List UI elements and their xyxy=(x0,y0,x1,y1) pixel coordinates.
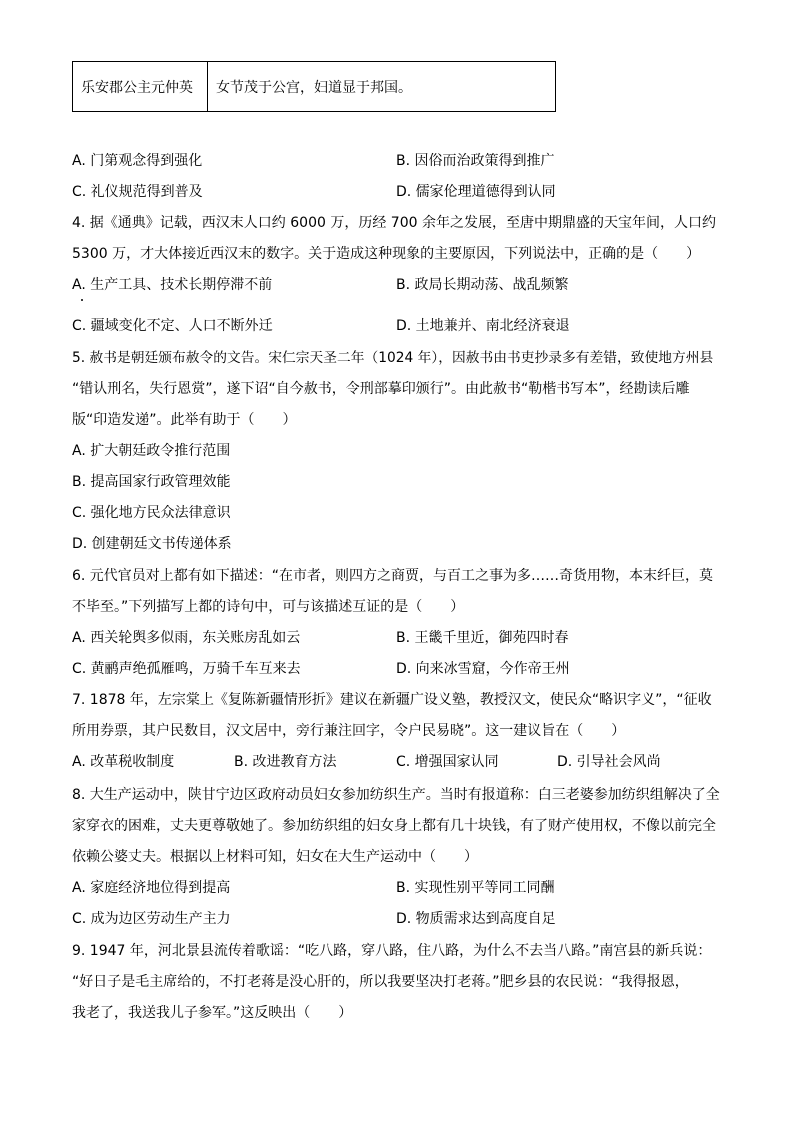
q8-option-d[interactable]: D. 物质需求达到高度自足 xyxy=(396,911,556,927)
source-table xyxy=(72,61,556,112)
q9-stem-line: 9. 1947 年，河北景县流传着歌谣：“吃八路，穿八路，住八路，为什么不去当八路。”南宫县的新兵说： xyxy=(72,943,712,959)
stray-dot-mark xyxy=(81,299,83,301)
q3-option-c[interactable]: C. 礼仪规范得到普及 xyxy=(72,184,203,200)
q8-option-a[interactable]: A. 家庭经济地位得到提高 xyxy=(72,880,231,896)
q8-option-b[interactable]: B. 实现性别平等同工同酬 xyxy=(396,880,555,896)
q3-option-b[interactable]: B. 因俗而治政策得到推广 xyxy=(396,153,555,169)
q6-option-c[interactable]: C. 黄鹂声绝孤雁鸣，万骑千车互来去 xyxy=(72,661,301,677)
q7-option-a[interactable]: A. 改革税收制度 xyxy=(72,754,175,770)
q7-stem-line: 所用券票，其户民数目，汉文居中，旁行兼注回字，令户民易晓”。这一建议旨在（ ） xyxy=(72,723,626,739)
q4-option-d[interactable]: D. 土地兼并、南北经济衰退 xyxy=(396,318,570,334)
q4-option-a[interactable]: A. 生产工具、技术长期停滞不前 xyxy=(72,277,273,293)
q6-stem-line: 6. 元代官员对上都有如下描述：“在市者，则四方之商贾，与百工之事为多……奇货用物，本末纤巨，莫 xyxy=(72,568,714,584)
q4-option-c[interactable]: C. 疆域变化不定、人口不断外迁 xyxy=(72,318,273,334)
q5-stem-line: 版“印造发递”。此举有助于（ ） xyxy=(72,412,297,428)
q5-option-b[interactable]: B. 提高国家行政管理效能 xyxy=(72,474,231,490)
q5-option-a[interactable]: A. 扩大朝廷政令推行范围 xyxy=(72,443,231,459)
q5-stem-line: 5. 赦书是朝廷颁布赦令的文告。宋仁宗天圣二年（1024 年），因赦书由书吏抄录多有差错，致使地方州县 xyxy=(72,350,714,366)
q6-stem-line: 不毕至。”下列描写上都的诗句中，可与该描述互证的是（ ） xyxy=(72,599,465,615)
q3-option-a[interactable]: A. 门第观念得到强化 xyxy=(72,153,203,169)
q7-stem-line: 7. 1878 年，左宗棠上《复陈新疆情形折》建议在新疆广设义塾，教授汉文，使民众“略识字义”，“征收 xyxy=(72,692,712,708)
q9-stem-line: 我老了，我送我儿子参军。”这反映出（ ） xyxy=(72,1005,353,1021)
q7-option-d[interactable]: D. 引导社会风尚 xyxy=(557,754,661,770)
q8-stem-line: 依赖公婆丈夫。根据以上材料可知，妇女在大生产运动中（ ） xyxy=(72,849,478,865)
q6-option-a[interactable]: A. 西关轮舆多似雨，东关账房乱如云 xyxy=(72,630,301,646)
q4-option-b[interactable]: B. 政局长期动荡、战乱频繁 xyxy=(396,277,569,293)
q8-option-c[interactable]: C. 成为边区劳动生产主力 xyxy=(72,911,231,927)
q8-stem-line: 8. 大生产运动中，陕甘宁边区政府动员妇女参加纺织生产。当时有报道称：白三老婆参加纺织组解决了全 xyxy=(72,787,720,803)
table-name-cell: 乐安郡公主元仲英 xyxy=(73,62,208,111)
q7-option-c[interactable]: C. 增强国家认同 xyxy=(396,754,499,770)
q6-option-d[interactable]: D. 向来冰雪窟，今作帝王州 xyxy=(396,661,570,677)
q5-option-c[interactable]: C. 强化地方民众法律意识 xyxy=(72,505,231,521)
q9-stem-line: “好日子是毛主席给的，不打老蒋是没心肝的，所以我要坚决打老蒋。”肥乡县的农民说：“我得报恩， xyxy=(72,974,689,990)
q7-option-b[interactable]: B. 改进教育方法 xyxy=(234,754,337,770)
q3-option-d[interactable]: D. 儒家伦理道德得到认同 xyxy=(396,184,556,200)
q8-stem-line: 家穿衣的困难，丈夫更尊敬她了。参加纺织组的妇女身上都有几十块钱，有了财产使用权，不像以前完全 xyxy=(72,818,716,834)
q5-stem-line: “错认刑名，失行恩赏”，遂下诏“自今赦书，令刑部摹印颁行”。由此赦书“勒楷书写本”，经勘读后雕 xyxy=(72,381,690,397)
q6-option-b[interactable]: B. 王畿千里近，御苑四时春 xyxy=(396,630,569,646)
q4-stem-line: 4. 据《通典》记载，西汉末人口约 6000 万，历经 700 余年之发展，至唐中期鼎盛的天宝年间，人口约 xyxy=(72,215,716,231)
q4-stem-line: 5300 万，才大体接近西汉末的数字。关于造成这种现象的主要原因，下列说法中，正确的是（ ） xyxy=(72,246,701,262)
q5-option-d[interactable]: D. 创建朝廷文书传递体系 xyxy=(72,536,232,552)
table-desc-cell: 女节茂于公宫，妇道显于邦国。 xyxy=(216,79,412,96)
